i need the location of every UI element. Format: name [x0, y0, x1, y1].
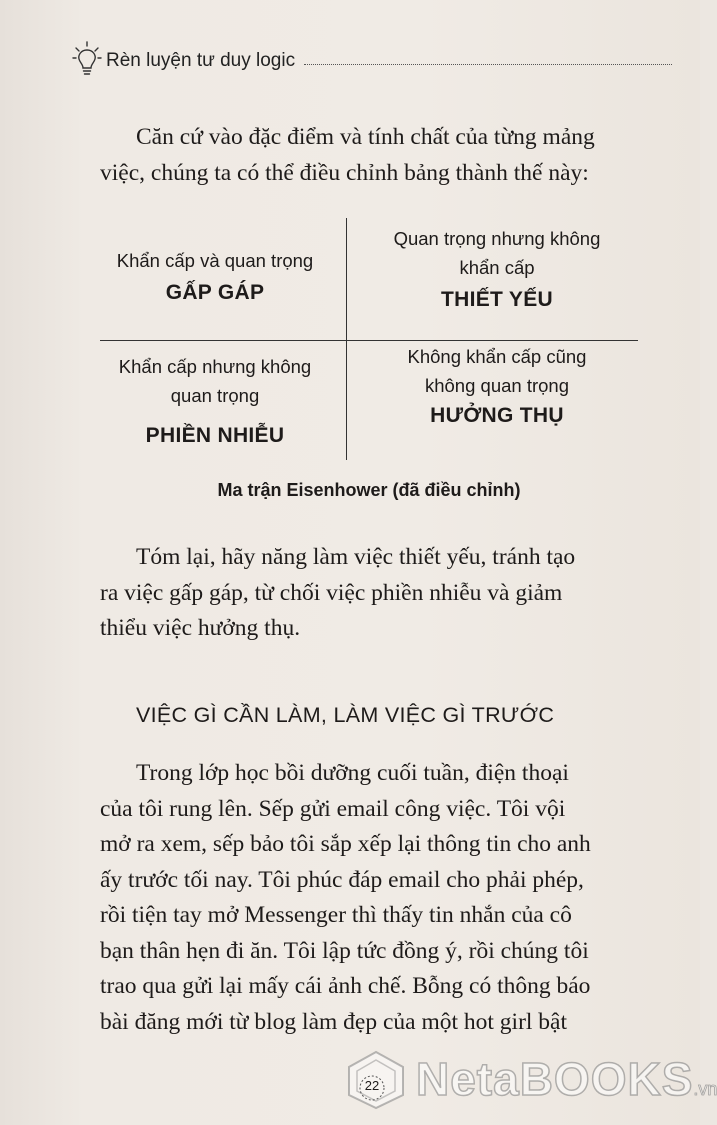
- page-number: [352, 1068, 392, 1108]
- running-title: Rèn luyện tư duy logic: [106, 50, 296, 71]
- section-paragraph: [100, 756, 640, 1040]
- matrix-horizontal-divider: [100, 340, 638, 341]
- cell-description: Khẩn cấp nhưng không: [118, 356, 312, 377]
- watermark: [416, 1052, 717, 1106]
- text-line: của tôi rung lên. Sếp gửi email công việc. Tôi vội: [100, 795, 566, 822]
- text-line: thiểu việc hưởng thụ.: [100, 615, 301, 641]
- cell-description: khẩn cấp: [459, 257, 535, 278]
- matrix-cell-urgent-not-important: [100, 352, 330, 448]
- summary-paragraph: [100, 540, 640, 647]
- text-line: Căn cứ vào đặc điểm và tính chất của từng mảng: [136, 124, 595, 150]
- matrix-caption: Ma trận Eisenhower (đã điều chỉnh): [217, 480, 521, 500]
- running-header: [72, 40, 672, 80]
- text-line: mở ra xem, sếp bảo tôi sắp xếp lại thông tin cho anh: [100, 831, 591, 857]
- matrix-vertical-divider: [346, 218, 347, 460]
- watermark-domain: .vn: [693, 1079, 717, 1099]
- cell-label: PHIỀN NHIỄU: [145, 424, 285, 447]
- text-line: ra việc gấp gáp, từ chối việc phiền nhiễu và giảm: [100, 579, 563, 606]
- cell-label: GẤP GÁP: [165, 281, 265, 304]
- watermark-text: NetaBOOKS: [416, 1053, 694, 1105]
- cell-description: Khẩn cấp và quan trọng: [116, 250, 314, 271]
- section-heading: VIỆC GÌ CẦN LÀM, LÀM VIỆC GÌ TRƯỚC: [136, 703, 555, 727]
- header-dotted-rule: [304, 64, 672, 65]
- matrix-cell-urgent-important: [100, 246, 330, 305]
- cell-description: Không khẩn cấp cũng: [407, 346, 587, 367]
- text-line: Trong lớp học bồi dưỡng cuối tuần, điện thoại: [136, 760, 569, 786]
- intro-paragraph: [100, 120, 640, 191]
- page-number-text: 22: [364, 1078, 380, 1093]
- cell-description: không quan trọng: [424, 375, 569, 396]
- text-line: ấy trước tối nay. Tôi phúc đáp email cho phải phép,: [100, 866, 584, 893]
- text-line: rồi tiện tay mở Messenger thì thấy tin nhắn của cô: [100, 902, 572, 928]
- text-line: trao qua gửi lại mấy cái ảnh chế. Bỗng có thông báo: [100, 973, 591, 999]
- lightbulb-icon: [72, 40, 102, 80]
- matrix-cell-not-urgent-not-important: [356, 342, 638, 428]
- cell-label: THIẾT YẾU: [441, 288, 553, 311]
- text-line: bài đăng mới từ blog làm đẹp của một hot girl bật: [100, 1008, 568, 1035]
- text-line: Tóm lại, hãy năng làm việc thiết yếu, tránh tạo: [136, 544, 576, 570]
- cell-description: Quan trọng nhưng không: [393, 228, 601, 249]
- text-line: việc, chúng ta có thể điều chỉnh bảng thành thế này:: [100, 159, 589, 186]
- matrix-cell-important-not-urgent: [356, 224, 638, 312]
- cell-description: quan trọng: [170, 385, 260, 406]
- eisenhower-matrix: [100, 218, 638, 460]
- cell-label: HƯỞNG THỤ: [430, 404, 564, 427]
- text-line: bạn thân hẹn đi ăn. Tôi lập tức đồng ý, rồi chúng tôi: [100, 937, 589, 964]
